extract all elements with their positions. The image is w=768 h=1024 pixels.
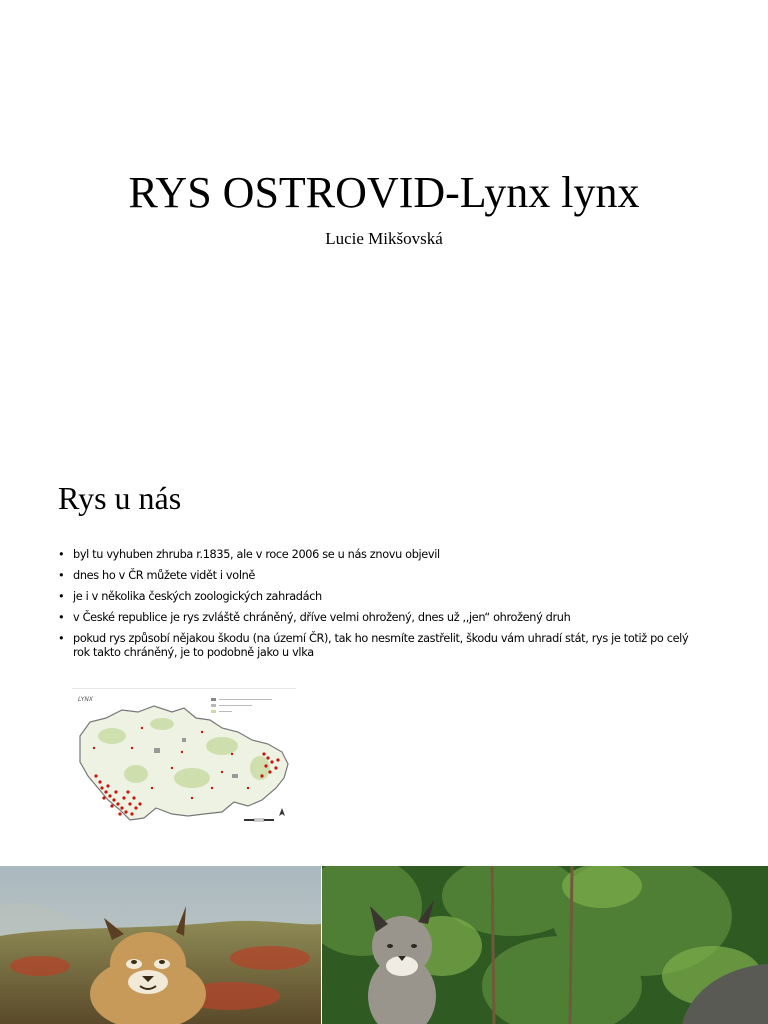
- bullet-icon: •: [58, 632, 65, 645]
- presentation-title: RYS OSTROVID-Lynx lynx: [128, 168, 640, 217]
- lynx-distribution-map: [72, 688, 296, 830]
- bullet-item: [58, 569, 708, 583]
- title-slide: [0, 0, 768, 432]
- bullet-item: [58, 590, 708, 604]
- bullet-text: v České republice je rys zvláště chráněný, dříve velmi ohrožený, dnes už ,,jen“ ohrožený druh: [73, 611, 571, 624]
- bullet-text: je i v několika českých zoologických zahradách: [73, 590, 322, 603]
- bullet-item: [58, 632, 708, 660]
- photo-slide: [0, 866, 768, 1024]
- map-scale-bar: [244, 819, 274, 821]
- author-name: Lucie Mikšovská: [325, 229, 443, 248]
- lynx-on-heath-photo: [0, 866, 321, 1024]
- lynx-in-forest-photo: [322, 866, 768, 1024]
- bullet-icon: •: [58, 569, 65, 582]
- bullet-icon: •: [58, 590, 65, 603]
- rys-u-nas-slide: [0, 432, 768, 864]
- bullet-text: byl tu vyhuben zhruba r.1835, ale v roce 2006 se u nás znovu objevil: [73, 548, 440, 561]
- bullet-icon: •: [58, 611, 65, 624]
- bullet-text: dnes ho v ČR můžete vidět i volně: [73, 569, 256, 582]
- bullet-list: [58, 548, 708, 667]
- bullet-item: [58, 548, 708, 562]
- bullet-icon: •: [58, 548, 65, 561]
- bullet-item: [58, 611, 708, 625]
- bullet-text: pokud rys způsobí nějakou škodu (na území ČR), tak ho nesmíte zastřelit, škodu vám uhradí stát, rys je totiž po celý rok takto chráněný, je to podobně jako u vlka: [73, 632, 689, 659]
- slide-title: Rys u nás: [58, 480, 182, 516]
- map-label: LYNX: [78, 696, 94, 703]
